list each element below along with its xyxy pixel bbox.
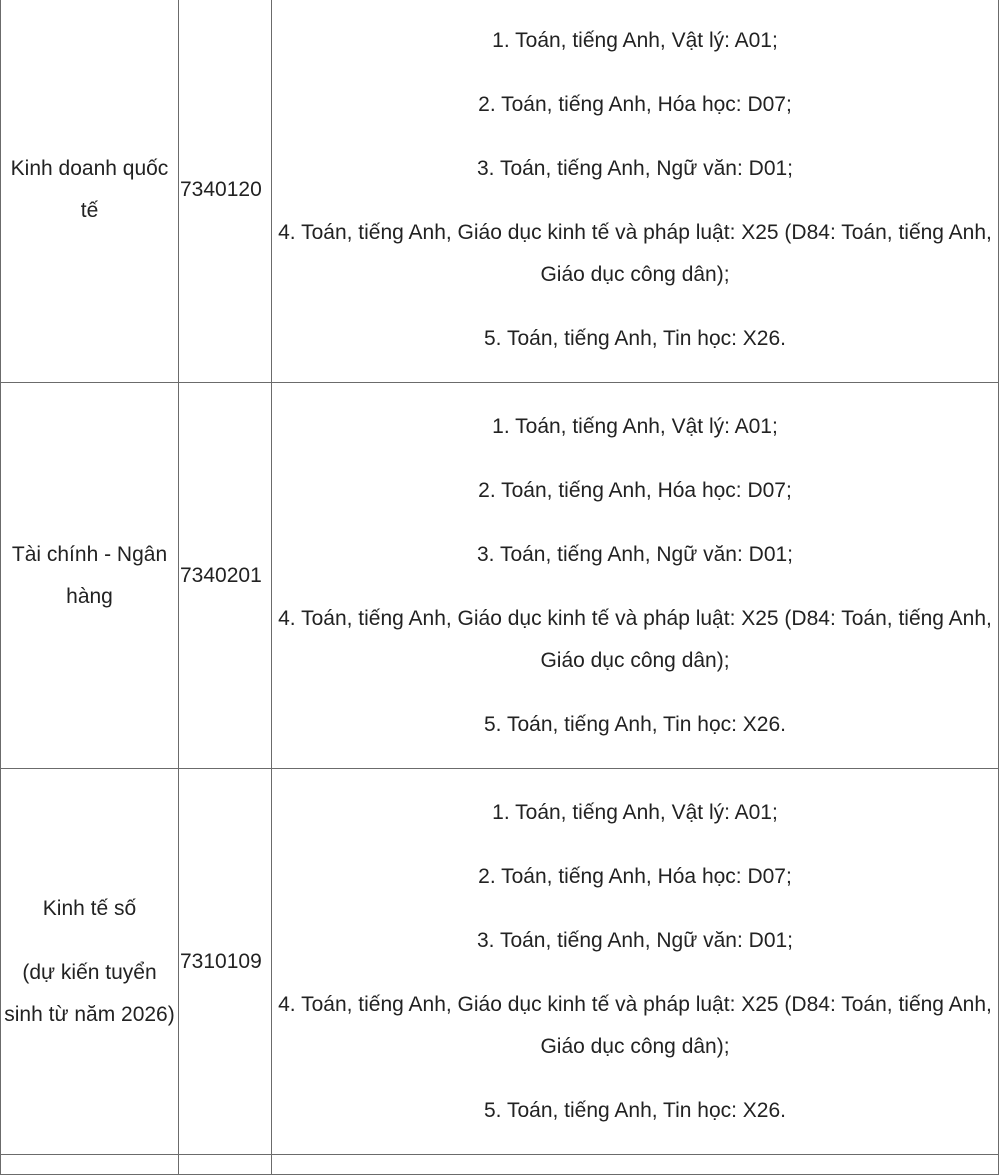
subject-combination: 2. Toán, tiếng Anh, Hóa học: D07; — [478, 92, 792, 116]
subject-combinations-cell — [272, 769, 999, 1155]
subject-combinations-cell — [272, 0, 999, 383]
major-name-note: (dự kiến tuyển sinh từ năm 2026) — [4, 960, 175, 1026]
major-name: Tài chính - Ngân hàng — [11, 542, 168, 608]
subject-combination: 2. Toán, tiếng Anh, Hóa học: D07; — [478, 478, 792, 502]
subject-combination-list — [274, 14, 996, 366]
major-code-cell — [179, 383, 272, 769]
subject-combination: 4. Toán, tiếng Anh, Giáo dục kinh tế và pháp luật: X25 (D84: Toán, tiếng Anh, Giáo dục công dân); — [278, 220, 992, 286]
subject-combination: 1. Toán, tiếng Anh, Vật lý: A01; — [492, 800, 778, 824]
major-code: 7340120 — [180, 177, 262, 201]
major-name-cell — [1, 769, 179, 1155]
subject-combination-list — [274, 786, 996, 1138]
table-row-partial — [1, 1155, 999, 1175]
table-cell-partial — [1, 1155, 179, 1175]
subject-combination: 4. Toán, tiếng Anh, Giáo dục kinh tế và pháp luật: X25 (D84: Toán, tiếng Anh, Giáo dục công dân); — [278, 992, 992, 1058]
subject-combination: 5. Toán, tiếng Anh, Tin học: X26. — [484, 1098, 786, 1122]
major-name-cell — [1, 383, 179, 769]
subject-combination: 3. Toán, tiếng Anh, Ngữ văn: D01; — [476, 156, 794, 180]
major-name-cell — [1, 0, 179, 383]
table-row — [1, 769, 999, 1155]
subject-combination: 5. Toán, tiếng Anh, Tin học: X26. — [484, 326, 786, 350]
subject-combinations-cell — [272, 383, 999, 769]
table-cell-partial — [179, 1155, 272, 1175]
table-cell-partial — [272, 1155, 999, 1175]
subject-combination: 5. Toán, tiếng Anh, Tin học: X26. — [484, 712, 786, 736]
major-code: 7310109 — [180, 949, 262, 973]
subject-combination: 2. Toán, tiếng Anh, Hóa học: D07; — [478, 864, 792, 888]
major-code-cell — [179, 0, 272, 383]
major-code: 7340201 — [180, 563, 262, 587]
table-row — [1, 0, 999, 383]
subject-combination-list — [274, 400, 996, 752]
subject-combination: 4. Toán, tiếng Anh, Giáo dục kinh tế và pháp luật: X25 (D84: Toán, tiếng Anh, Giáo dục công dân); — [278, 606, 992, 672]
major-name: Kinh tế số — [42, 896, 137, 920]
subject-combination: 1. Toán, tiếng Anh, Vật lý: A01; — [492, 28, 778, 52]
table-row — [1, 383, 999, 769]
major-code-cell — [179, 769, 272, 1155]
subject-combination: 1. Toán, tiếng Anh, Vật lý: A01; — [492, 414, 778, 438]
subject-combination: 3. Toán, tiếng Anh, Ngữ văn: D01; — [476, 928, 794, 952]
major-name: Kinh doanh quốc tế — [10, 156, 169, 222]
subject-combination: 3. Toán, tiếng Anh, Ngữ văn: D01; — [476, 542, 794, 566]
